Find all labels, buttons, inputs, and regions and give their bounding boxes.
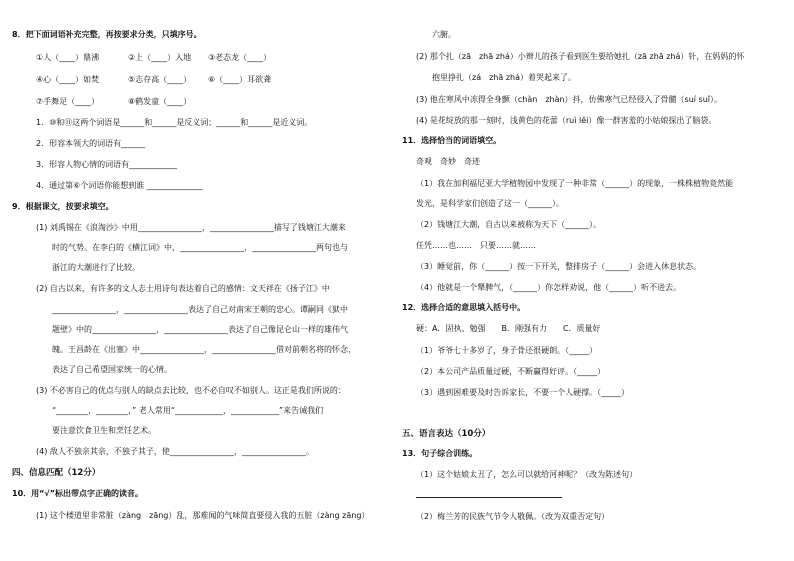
q9-line: 浙江的大潮进行了比较。 <box>52 263 140 272</box>
q8-item: ②上（____）入地 <box>128 53 192 62</box>
q12-line: （2）本公司产品质量过硬，不断赢得好评。（_____） <box>416 367 606 376</box>
q8-title: 8．把下面词语补充完整，再按要求分类，只填序号。 <box>12 30 202 39</box>
q12-options: 硬：A．固执、勉强 B．刚强有力 C．质量好 <box>416 324 601 333</box>
q10-cont-line: (4) 是花绽放的那一刻时，浅黄色的花蕾（ruì lěi）像一群害羞的小姑娘探出了脑袋。 <box>416 116 717 125</box>
q10-title: 10．用“√”标出带点字正确的读音。 <box>12 489 143 498</box>
q8-item: ③老态龙（____） <box>208 53 272 62</box>
q9-line: ________________，________________表达了自己对南宋王朝的忠心。谭嗣同《狱中 <box>52 305 348 314</box>
q9-line: 魄。王昌龄在《出塞》中________________，________________借对前朝名将的怀念， <box>52 345 356 354</box>
q9-line: (2) 自古以来，有许多的文人志士用诗句表达着自己的感情：文天祥在《扬子江》中 <box>36 284 330 293</box>
q12-line: （1）爷爷七十多岁了，身子骨还很硬朗。（_____） <box>416 346 598 355</box>
q8-sub: 3．形容人物心情的词语有____________ <box>36 160 178 169</box>
q8-item: ⑤志存高（____） <box>128 75 192 84</box>
q9-line: 表达了自己希望国家统一的心情。 <box>52 365 172 374</box>
q8-item: ④心（____）如焚 <box>36 75 100 84</box>
q10-cont-line: (2) 那个扎（zā zhā zhá）小辫儿的孩子看到医生要给她扎（zā zhā zhá）针，在妈妈的怀 <box>416 52 745 61</box>
q11-line: 发光，是科学家们创造了这一（______）。 <box>416 199 564 208</box>
q8-item: ①人（____）鼎沸 <box>36 53 100 62</box>
q11-line: （3）睡觉前，你（______）按一下开关，整排房子（______）会进入休息状态。 <box>416 262 702 271</box>
q9-line: 题壁》中的________________，________________表达了自己像昆仑山一样的雄伟气 <box>52 325 348 334</box>
q9-title: 9．根据课文，按要求填空。 <box>12 202 114 211</box>
left-column <box>12 0 382 561</box>
q12-title: 12．选择合适的意思填入括号中。 <box>402 303 526 312</box>
q8-item: ⑦手舞足（____） <box>36 97 100 106</box>
q13-title: 13．句子综合训练。 <box>402 449 478 458</box>
right-column <box>402 0 772 561</box>
q13-line: （2）梅兰芳的民族气节令人敬佩。（改为双重否定句） <box>416 512 610 521</box>
q8-sub: 1．⑩和⑪这两个词语是______和______是反义词；______和______是近义词。 <box>36 118 313 127</box>
q9-line: 时的气势。在李白的《横江词》中，________________，________________两句也与 <box>52 243 348 252</box>
q8-sub: 2．形容本领大的词语有______ <box>36 139 146 148</box>
q10-cont-line: (3) 他在寒风中冻得全身颤（chàn zhàn）抖，仿佛寒气已经侵入了骨髓（suí suǐ）。 <box>416 95 723 104</box>
section-4-heading: 四、信息匹配（12分） <box>12 468 101 478</box>
q10-line: (1) 这个楼道里非常脏（zàng zāng）乱，那难闻的气味简直要侵入我的五脏（zàng zāng） <box>36 511 370 520</box>
q11-word-bank: 奇观 奇妙 奇迹 <box>416 157 480 166</box>
q9-line: 要注意饮食卫生和烹饪艺术。 <box>52 426 156 435</box>
q11-line: （2）钱塘江大潮，自古以来被称为天下（______）。 <box>416 220 602 229</box>
q10-cont-line: 抱里挣扎（zá zhā zhá）着哭起来了。 <box>432 73 576 82</box>
q12-line: （3）遇到困难要及时告诉家长，不要一个人硬撑。（_____） <box>416 388 630 397</box>
q10-cont-line: 六腑。 <box>432 30 456 39</box>
q11-line: 任凭……也…… 只要……就…… <box>416 241 536 250</box>
q9-line: “________，________，” 老人常用“____________，____________”来告诫我们 <box>52 406 324 415</box>
q9-line: (4) 敌人不独亲其亲，不独子其子，使________________，________________。 <box>36 447 314 456</box>
q8-item: ⑥（____）耳欲聋 <box>208 75 272 84</box>
section-5-heading: 五、语言表达（10分） <box>402 429 491 439</box>
q11-title: 11．选择恰当的词语填空。 <box>402 136 502 145</box>
answer-line <box>416 497 562 498</box>
q9-line: (1) 刘禹锡在《浪淘沙》中用________________，________________描写了钱塘江大潮来 <box>36 223 346 232</box>
q8-item: ⑧鹤发童（____） <box>128 97 192 106</box>
q11-line: （4）他就是一个犟脾气，（______）你怎样劝说，他（______）听不进去。 <box>416 283 682 292</box>
q8-sub: 4．通过第⑥个词语你能想到谁 ______________ <box>36 181 203 190</box>
q13-line: （1）这个姑娘太丑了，怎么可以就给河神呢？（改为陈述句） <box>416 470 638 479</box>
q11-line: （1）我在加利福尼亚大学植物园中发现了一种非常（______）的现象，一株株植物竟然能 <box>416 179 734 188</box>
q9-line: (3) 不必害自己的优点与别人的缺点去比较，也不必自叹不如别人。这正是我们所说的： <box>36 386 346 395</box>
